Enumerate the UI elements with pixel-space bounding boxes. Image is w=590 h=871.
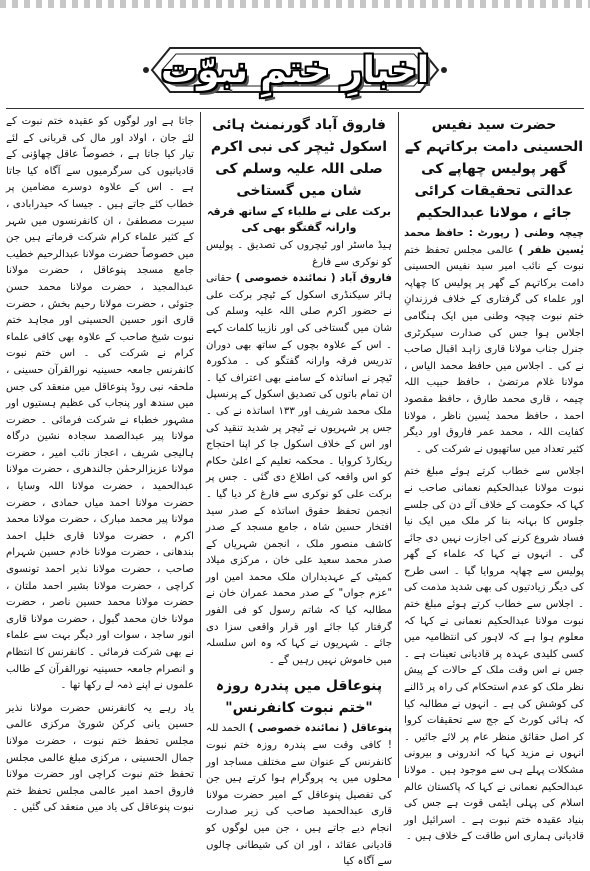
masthead-title: اخبارِ ختمِ نبوّت <box>160 49 430 91</box>
article-headline: حضرت سید نفیس الحسینی دامت برکاتہم کے گھر پولیس چھاپے کی عدالتی تحقیقات کرائی جائے ، مولانا عبدالحکیم <box>404 117 584 221</box>
article-subheadline: برکت علی نے طلباء کے ساتھ فرقہ وارانہ گفتگو بھی کی <box>206 205 392 234</box>
article-deck: ہیڈ ماسٹر اور ٹیچروں کی تصدیق ۔ پولیس کو نوکری سے فارغ <box>206 240 392 268</box>
column-divider-right <box>398 112 399 778</box>
article-paragraph: حقانی ہائر سیکنڈری اسکول کے ٹیچر برکت علی نے حضور اکرم صلی اللہ علیہ وسلم کی شان میں گستاخی کی اور نازیبا کلمات کہے ۔ اس کے علاوہ بچوں کے ساتھ بھی دوران تدریس فرقہ وارانہ گفتگو کی ۔ مذکورہ ٹیچر نے اساتذہ کے سامنے بھی اعتراف کیا ۔ ان تمام باتوں کی تصدیق اسکول کے پرنسپل ملک محمد شریف اور ۱۳۳ اساتذہ نے کی ۔ جس پر شہریوں نے ٹیچر پر شدید تنقید کی اور اس کے خلاف اسکول جا کر اپنا احتجاج ریکارڈ کروایا ۔ محکمہ تعلیم کے اعلیٰ حکام کو اس واقعہ کی اطلاع دی گئی ۔ جس پر برکت علی کو نوکری سے فارغ کر دیا گیا ۔ انجمن تحفظ حقوق اساتذہ کے صدر سید افتخار حسین شاہ ، جامع مسجد کے صدر کاشف منصور ملک ، انجمن شہریاں کے صدر محمد سعید علی خان ، مرکزی میلاد کمیٹی کے عہدیداران ملک محمد امین اور "عزم جواں" کے صدر محمد عمران خان نے مطالبہ کیا کہ شاتم رسول کو فی الفور گرفتار کیا جائے اور قرار واقعی سزا دی جائے ۔ شہریوں نے کہا کہ وہ اس سلسلہ میں خاموش نہیں رہیں گے ۔ <box>206 273 392 666</box>
article-byline: پنوعاقل ( نمائندہ خصوصی ) <box>248 723 392 735</box>
article-middle-column <box>206 114 392 868</box>
article-right-column <box>404 114 584 843</box>
article-paragraph: یاد رہے یہ کانفرنس حضرت مولانا نذیر حسین یانی کرکن شوریٰ مرکزی عالمی مجلس تحفظ ختم نبوت ، حضرت مولانا جمال الحسینی ، مرکزی مبلغ عالمی مجلس تحفظ ختم نبوت کراچی اور حضرت مولانا فاروق احمد امیر عالمی مجلس تحفظ ختم نبوت پنوعاقل کی یاد میں منعقد کی گئیں ۔ <box>6 702 194 814</box>
article-paragraph: عالمی مجلس تحفظ ختم نبوت کے نائب امیر سید نفیس الحسینی دامت برکاتہم کے گھر پر پولیس کا چھاپہ اور علماء کی گرفتاری کے خلاف فرزندانِ ختم نبوت چیچہ وطنی میں ایک ہنگامی اجلاس ہوا جس کی صدارت سیکرٹری جنرل جناب مولانا قاری زاہد اقبال صاحب نے کی ۔ اجلاس میں حافظ محمد الیاس ، مولانا غلام مرتضیٰ ، حافظ حبیب اللہ چیمہ ، قاری محمد طارق ، حافظ مقصود احمد ، حافظ محمد یٰسین ناظر ، مولانا کفایت اللہ ، محمد عمر فاروق اور دیگر کثیر تعداد میں ساتھیوں نے شرکت کی ۔ <box>404 244 584 455</box>
article-left-column <box>6 114 194 814</box>
article-byline: چیچہ وطنی ( رپورٹ : حافظ محمد یٰسین ظفر ) <box>404 228 584 256</box>
article-paragraph: الحمد للہ ! کافی وقت سے پندرہ روزہ ختم نبوت کانفرنس کے عنوان سے مختلف مساجد اور محلوں میں یہ پروگرام ہوا کرتے ہیں جن کی تفصیل پنوعاقل کے امیر حضرت مولانا قاری عبدالحمید صاحب کی زیر صدارت انجام دیے جاتے ہیں ، جن میں لوگوں کو قادیانی عقائد ، اور ان کی شیطانی چالوں سے آگاہ کیا <box>206 723 392 868</box>
top-decorative-strip <box>0 0 590 8</box>
masthead <box>140 40 450 100</box>
article-headline: پنوعاقل میں پندرہ روزہ "ختم نبوت کانفرنس" <box>215 678 383 717</box>
article-headline: فاروق آباد گورنمنٹ ہائی اسکول ٹیچر کی نبی اکرم صلی اللہ علیہ وسلم کی شان میں گستاخی <box>210 117 388 199</box>
article-paragraph: جاتا ہے اور لوگوں کو عقیدہ ختم نبوت کے لئے جان ، اولاد اور مال کی قربانی کے لئے تیار کیا جاتا ہے ، خصوصاً عاقل چھاؤنی کے قادیانیوں کی سرگرمیوں سے آگاہ کیا جاتا ہے ۔ اس کے علاوہ دوسرے مضامین پر خطاب کئے جاتے ہیں ۔ جیسا کہ حیدرابادی ، سیرت مصطفیٰ ، ان کانفرنسوں میں شہر کے کثیر علماء کرام شرکت فرماتے ہیں جن میں خصوصاً حضرت مولانا عبدالرحیم خطیب جامع مسجد پنوعاقل ، حضرت مولانا عبدالمجید ، حضرت مولانا محمد حسن جتوئی ، حضرت مولانا رحیم بخش ، حضرت قاری انور حسین الحسینی اور مجاہد ختم نبوت شیخ صاحب کے علاوہ بھی کافی علماء کرام نے شرکت کی ۔ اس ختم نبوت کانفرنس جامعہ حسینیہ نورالقرآن حسینی ، ملحقہ نبی روڈ پنوعاقل میں منعقد کی جس میں سندھ اور پنجاب کی عظیم ہستیوں اور مشہور خطباء نے شرکت فرمائی ۔ حضرت مولانا پیر عبدالصمد سجادہ نشین درگاہ ہالیجی شریف ، اعجاز نائب امیر ، حضرت مولانا عزیزالرحمٰن جالندھری ، حضرت مولانا عبدالحمید ، حضرت مولانا اللہ وسایا ، حضرت مولانا احمد میاں حمادی ، حضرت مولانا پیر محمد مبارک ، حضرت مولانا محمد اکرم ، حضرت مولانا قاری خلیل احمد بندھانی ، حضرت مولانا خادم حسین شہرام صاحب ، حضرت مولانا نذیر احمد تونسوی کراچی ، حضرت مولانا بشیر احمد ملتان ، حضرت مولانا محمد حسین ناصر ، حضرت مولانا خان محمد گبول ، حضرت مولانا قاری انور ساجد ، سوات اور دیگر بہت سے علماء نے بھی شرکت فرمائی ۔ کانفرنس کا انتظام و انصرام جامعہ حسینیہ نورالقرآن کے طالب علموں نے اپنے ذمہ لے رکھا تھا ۔ <box>6 116 194 692</box>
column-divider-left <box>200 112 201 778</box>
header-rule <box>6 108 584 109</box>
article-paragraph: اجلاس سے خطاب کرتے ہوئے مبلغ ختم نبوت مولانا عبدالحکیم نعمانی صاحب نے کہا کہ حکومت کے خلاف آئے دن کی جلسے جلوس کا بہانہ بنا کر ملک میں ایک نیا فساد شروع کرنے کی اجازت نہیں دی جائے گی ۔ انہوں نے کہا کہ علماء کے گھر پولیس سے چھاپہ مروایا گیا ۔ اسی طرح کی دیگر زیادتیوں کی بھی شدید مذمت کی ۔ اجلاس سے خطاب کرتے ہوئے مبلغ ختم نبوت مولانا عبدالحکیم نعمانی نے کہا کہ معلوم ہوا ہے کہ لاہور کی انتظامیہ میں کسی کلیدی عہدہ پر قادیانی تعینات ہے ۔ جس نے اس وقت ملک کے حالات کے پیش نظر ملک کو عدم استحکام کی راہ پر ڈالنے کی کوشش کی ہے ۔ انہوں نے مطالبہ کیا کہ ہائی کورٹ کے جج سے تحقیقات کروا کر اصل حقائق منظر عام پر لائے جائیں ۔ انہوں نے مزید کہا کہ اندرونی و بیرونی مشکلات پہلے ہی سے موجود ہیں ۔ مولانا عبدالحکیم نعمانی نے کہا کہ پاکستان عالم اسلام کی پہلی ایٹمی قوت ہے جس کی بنیاد عقیدہ ختم نبوت ہے ۔ اسرائیل اور قادیانی ہماری اس طاقت کے خلاف ہیں ۔ <box>404 466 584 843</box>
article-byline: فاروق آباد ( نمائندہ خصوصی ) <box>235 273 392 285</box>
